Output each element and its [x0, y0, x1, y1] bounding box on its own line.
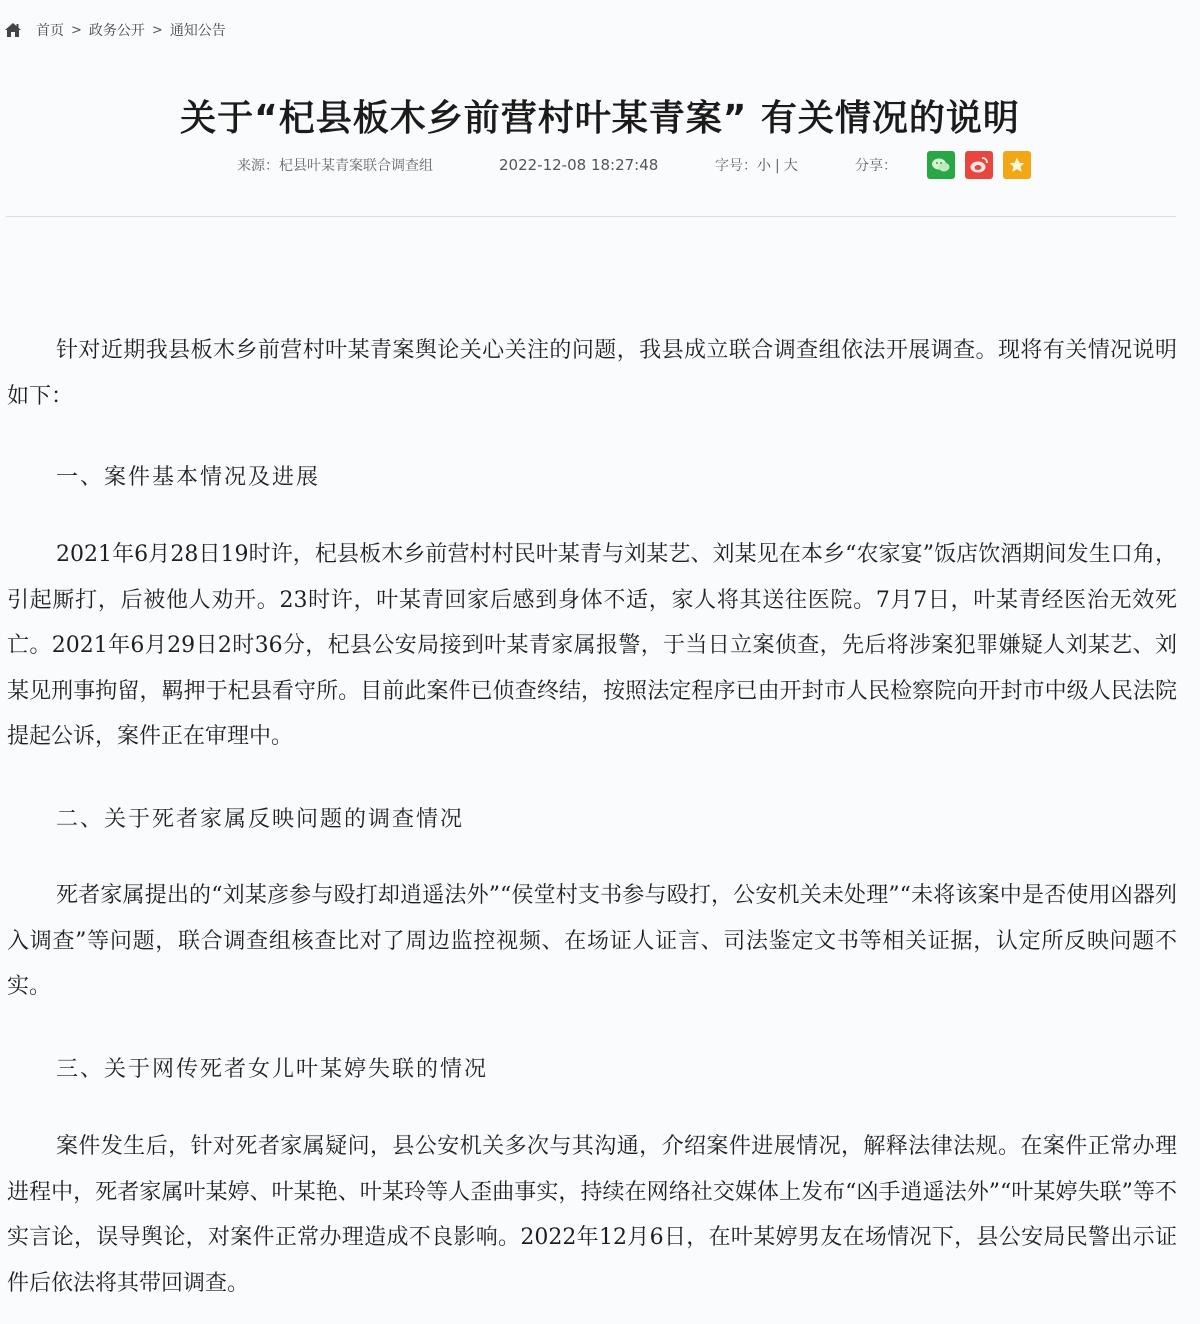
home-icon[interactable]: [4, 22, 22, 38]
section-heading-family-complaints: 二、关于死者家属反映问题的调查情况: [56, 807, 465, 832]
breadcrumb-government-affairs[interactable]: 政务公开: [88, 23, 145, 39]
breadcrumb-separator: >: [71, 22, 82, 38]
font-size-control: [715, 155, 855, 175]
section-paragraph-daughter-missing: 案件发生后，针对死者家属疑问，县公安机关多次与其沟通，介绍案件进展情况，解释法律法规。在案件正常办理进程中，死者家属叶某婷、叶某艳、叶某玲等人歪曲事实，持续在网络社交媒体上发布“凶手逍遥法外”“叶某婷失联”等不实言论，误导舆论，对案件正常办理造成不良影响。2022年12月6日，在叶某婷男友在场情况下，县公安局民警出示证件后依法将其带回调查。: [7, 1134, 1177, 1296]
weibo-icon[interactable]: [965, 151, 993, 179]
font-size-divider: |: [775, 158, 780, 174]
font-size-label: 字号：: [715, 158, 757, 174]
share-buttons: [927, 151, 1031, 179]
intro-paragraph: 针对近期我县板木乡前营村叶某青案舆论关心关注的问题，我县成立联合调查组依法开展调查。现将有关情况说明如下：: [7, 338, 1177, 409]
wechat-icon[interactable]: [927, 151, 955, 179]
article-source: [237, 155, 499, 175]
page-title: 关于“杞县板木乡前营村叶某青案” 有关情况的说明: [180, 98, 1020, 140]
share-label: 分享：: [855, 158, 897, 174]
source-label: 来源：: [237, 158, 279, 174]
section-heading-daughter-missing: 三、关于网传死者女儿叶某婷失联的情况: [56, 1057, 489, 1082]
section-paragraph-case-progress: 2021年6月28日19时许，杞县板木乡前营村村民叶某青与刘某艺、刘某见在本乡“农家宴”饭店饮酒期间发生口角，引起厮打，后被他人劝开。23时许，叶某青回家后感到身体不适，家人将其送往医院。7月7日，叶某青经医治无效死亡。2021年6月29日2时36分，杞县公安局接到叶某青家属报警，于当日立案侦查，先后将涉案犯罪嫌疑人刘某艺、刘某见刑事拘留，羁押于杞县看守所。目前此案件已侦查终结，按照法定程序已由开封市人民检察院向开封市中级人民法院提起公诉，案件正在审理中。: [7, 542, 1177, 749]
favorite-star-icon[interactable]: [1003, 151, 1031, 179]
breadcrumb-notices[interactable]: 通知公告: [169, 23, 226, 39]
source-value: 杞县叶某青案联合调查组: [279, 158, 433, 174]
header-divider: [6, 216, 1176, 217]
section-heading-case-progress: 一、案件基本情况及进展: [56, 465, 321, 490]
breadcrumb: [4, 18, 226, 42]
publish-datetime: 2022-12-08 18:27:48: [499, 156, 659, 174]
section-paragraph-family-complaints: 死者家属提出的“刘某彦参与殴打却逍遥法外”“侯堂村支书参与殴打，公安机关未处理”“未将该案中是否使用凶器列入调查”等问题，联合调查组核查比对了周边监控视频、在场证人证言、司法鉴定文书等相关证据，认定所反映问题不实。: [7, 883, 1177, 999]
breadcrumb-separator: >: [151, 22, 163, 38]
article-meta: [237, 150, 1031, 180]
font-small-button[interactable]: 小: [757, 158, 771, 174]
breadcrumb-home[interactable]: 首页: [36, 23, 64, 39]
font-large-button[interactable]: 大: [783, 158, 798, 174]
